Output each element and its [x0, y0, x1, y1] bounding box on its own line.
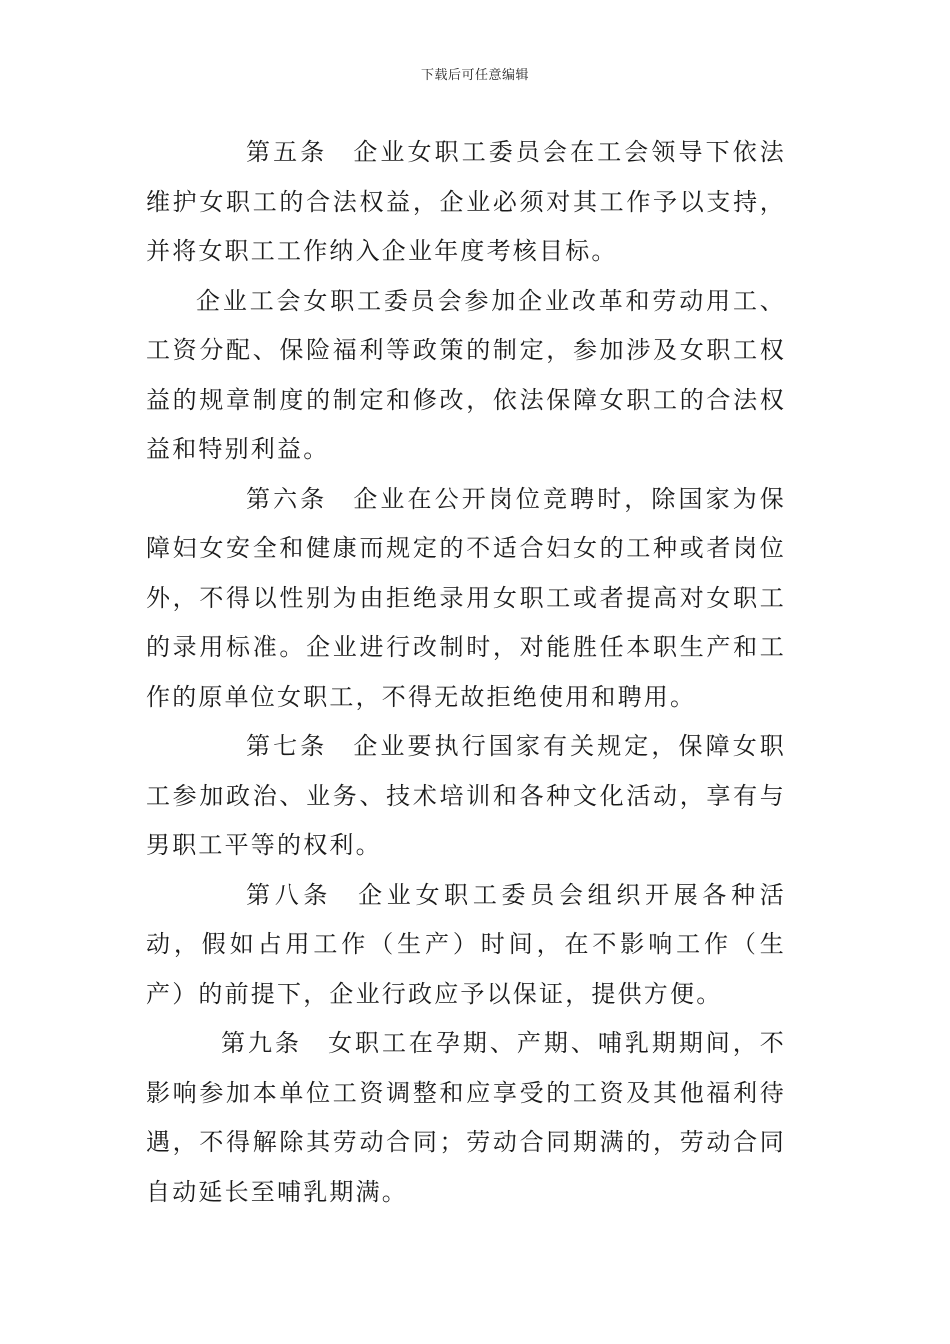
article-5-text: 企业女职工委员会在工会领导下依法维护女职工的合法权益，企业必须对其工作予以支持，并将女职工工作纳入企业年度考核目标。	[146, 138, 787, 265]
article-7-paragraph	[146, 722, 786, 871]
article-5-paragraph	[146, 128, 786, 277]
article-6-paragraph	[146, 475, 786, 723]
article-7-text: 企业要执行国家有关规定，保障女职工参加政治、业务、技术培训和各种文化活动，享有与男职工平等的权利。	[146, 732, 787, 859]
article-9-text: 女职工在孕期、产期、哺乳期期间，不影响参加本单位工资调整和应享受的工资及其他福利待遇，不得解除其劳动合同；劳动合同期满的，劳动合同自动延长至哺乳期满。	[146, 1029, 786, 1206]
article-8-text: 企业女职工委员会组织开展各种活动，假如占用工作（生产）时间，在不影响工作（生产）的前提下，企业行政应予以保证，提供方便。	[146, 880, 787, 1008]
article-6-heading: 第六条	[246, 484, 328, 513]
article-5-continuation-paragraph	[146, 277, 786, 475]
article-9-heading: 第九条	[221, 1029, 302, 1057]
article-5-heading: 第五条	[246, 138, 328, 166]
page-header-note: 下载后可任意编辑	[420, 68, 529, 83]
article-9-paragraph	[146, 1019, 786, 1217]
article-7-heading: 第七条	[246, 732, 328, 760]
article-8-paragraph	[146, 871, 786, 1020]
article-8-heading: 第八条	[246, 880, 333, 909]
document-body	[146, 128, 786, 1217]
article-6-text: 企业在公开岗位竞聘时，除国家为保障妇女安全和健康而规定的不适合妇女的工种或者岗位外，不得以性别为由拒绝录用女职工或者提高对女职工的录用标准。企业进行改制时，对能胜任本职生产和工作的原单位女职工，不得无故拒绝使用和聘用。	[146, 484, 787, 711]
article-5-continuation-text: 企业工会女职工委员会参加企业改革和劳动用工、工资分配、保险福利等政策的制定，参加涉及女职工权益的规章制度的制定和修改，依法保障女职工的合法权益和特别利益。	[146, 286, 786, 463]
